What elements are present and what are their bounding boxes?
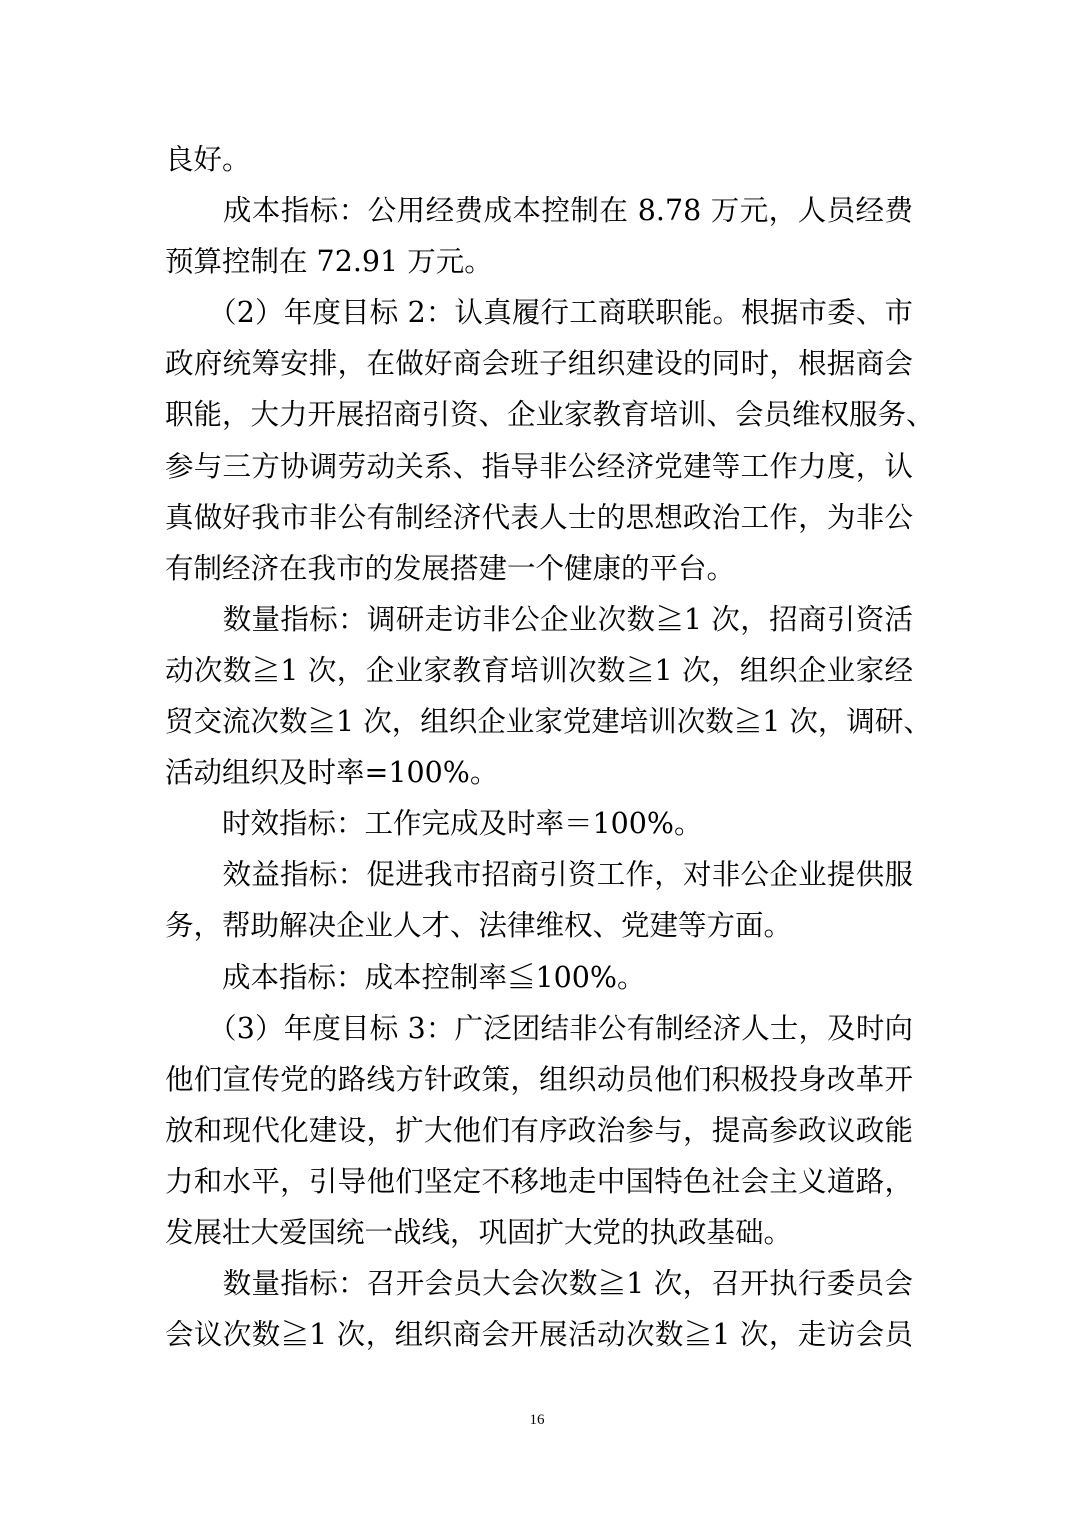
text-line: 活动组织及时率=100%。: [165, 756, 499, 790]
text-line: 参与三方协调劳动关系、指导非公经济党建等工作力度，认: [165, 449, 913, 483]
text-line: 良好。: [165, 143, 251, 176]
text-line: 发展壮大爱国统一战线，巩固扩大党的执政基础。: [165, 1215, 793, 1249]
text-line: 职能，大力开展招商引资、企业家教育培训、会员维权服务、: [165, 398, 935, 432]
text-line: （2）年度目标 2：认真履行工商联职能。根据市委、市: [165, 296, 913, 330]
text-line: 预算控制在 72.91 万元。: [165, 245, 493, 279]
text-line: 成本指标：成本控制率≦100%。: [165, 960, 646, 994]
text-line: 力和水平，引导他们坚定不移地走中国特色社会主义道路，: [165, 1164, 913, 1198]
body-text: [165, 134, 935, 1360]
text-line: 真做好我市非公有制经济代表人士的思想政治工作，为非公: [165, 500, 913, 534]
text-line: 会议次数≧1 次，组织商会开展活动次数≧1 次，走访会员: [165, 1318, 913, 1352]
text-line: （3）年度目标 3：广泛团结非公有制经济人士，及时向: [165, 1011, 913, 1045]
text-line: 放和现代化建设，扩大他们有序政治参与，提高参政议政能: [165, 1113, 913, 1147]
text-line: 务，帮助解决企业人才、法律维权、党建等方面。: [165, 909, 793, 943]
page-number: 16: [529, 1412, 545, 1428]
text-line: 动次数≧1 次，企业家教育培训次数≧1 次，组织企业家经: [165, 653, 913, 687]
text-line: 效益指标：促进我市招商引资工作，对非公企业提供服: [165, 858, 913, 892]
text-line: 政府统筹安排，在做好商会班子组织建设的同时，根据商会: [165, 347, 913, 381]
text-line: 时效指标：工作完成及时率＝100%。: [165, 807, 703, 841]
text-line: 数量指标：调研走访非公企业次数≧1 次，招商引资活: [165, 602, 913, 636]
text-line: 贸交流次数≧1 次，组织企业家党建培训次数≧1 次，调研、: [165, 705, 932, 739]
text-line: 数量指标：召开会员大会次数≧1 次，召开执行委员会: [165, 1267, 913, 1301]
text-line: 有制经济在我市的发展搭建一个健康的平台。: [165, 551, 736, 585]
text-line: 他们宣传党的路线方针政策，组织动员他们积极投身改革开: [165, 1062, 913, 1096]
text-line: 成本指标：公用经费成本控制在 8.78 万元，人员经费: [165, 194, 913, 228]
